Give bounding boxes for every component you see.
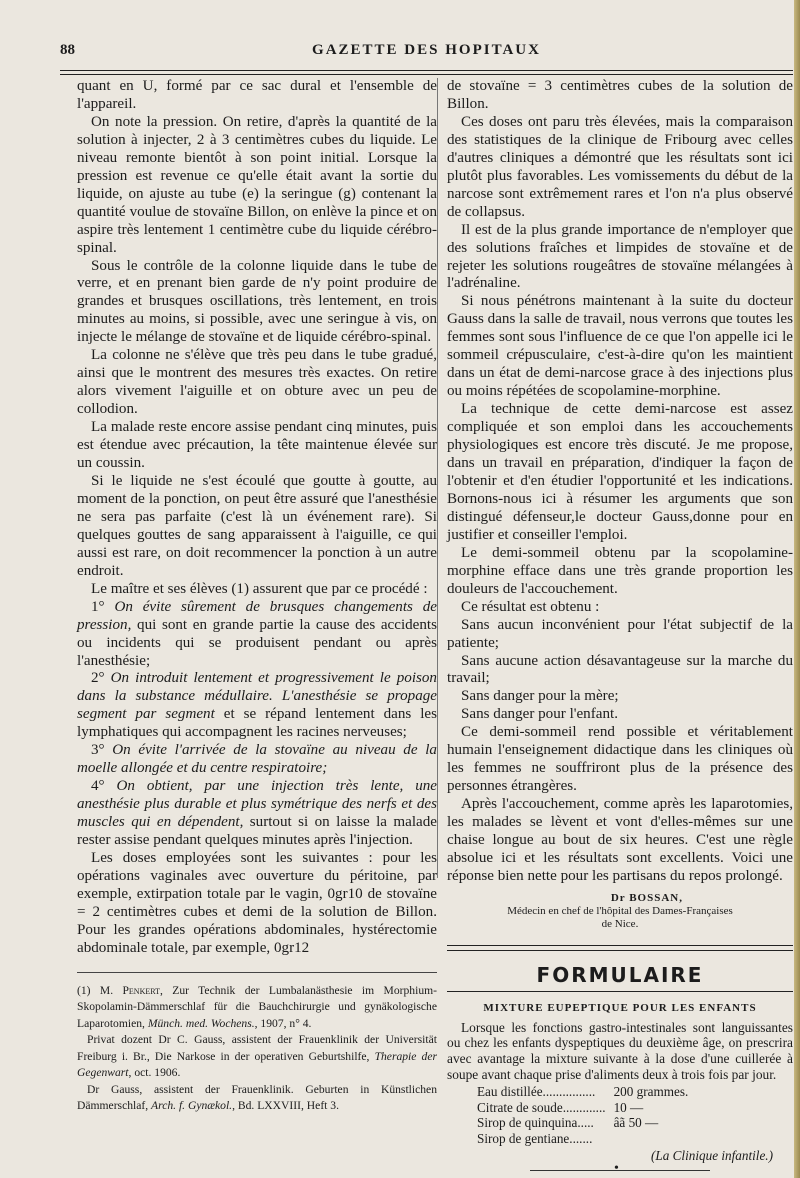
recipe-table — [473, 1084, 692, 1146]
recipe-row: Sirop de quinquina..... âã 50 — — [477, 1115, 659, 1131]
recipe-row: Eau distillée................ 200 grammes. — [477, 1084, 689, 1100]
paragraph: La colonne ne s'élève que très peu dans le tube gradué, ainsi que le montrent des mesures très exactes. On retire alors vivement l'aiguille et on obture avec un peu de collodion. — [77, 347, 437, 418]
paragraph: de stovaïne = 3 centimètres cubes de la solution de Billon. — [447, 78, 793, 112]
header-rule-top — [60, 70, 793, 71]
paragraph: Ces doses ont paru très élevées, mais la comparaison des statistiques de la clinique de Fribourg avec celles d'autres cliniques a démontré que les résultats sont ici plutôt plus favorables. Les vomissements du début de la narcose sont extrêmement rares et l'on n'a plus observé de collapsus. — [447, 113, 793, 220]
paragraph: Sous le contrôle de la colonne liquide dans le tube de verre, et en prenant bien garde de n'y point produire de grandes et brusques oscillations, très lentement, en trois minutes au moins, si possible, avec une seringue à vis, on injecte le mélange de stovaïne et de liquide cérébro-spinal. — [77, 257, 437, 346]
recipe-title: MIXTURE EUPEPTIQUE POUR LES ENFANTS — [483, 1001, 757, 1014]
section-rule — [447, 991, 793, 992]
paragraph: Ce demi-sommeil rend possible et véritablement humain l'enseignement didactique dans les cliniques où les femmes ne souffriront plus de la présence des personnes étrangères. — [447, 724, 793, 795]
left-column — [77, 78, 437, 1115]
footnote: Dr Gauss, assistent der Frauenklinik. Geburten in Künstlichen Dämmerschlaf, Arch. f. Gynækol., Bd. LXXVIII, Heft 3. — [77, 1082, 437, 1113]
recipe-row: Citrate de soude............. 10 — — [477, 1099, 644, 1115]
list-item: 2° On introduit lentement et progressivement le poison dans la substance médullaire. L'anesthésie se propage segment par segment et se répand lentement dans les lymphatiques qui accompagnent les racines nerveuses; — [77, 670, 437, 741]
author-name: Dr BOSSAN, — [610, 891, 683, 904]
header-rule-bottom — [60, 74, 793, 75]
author-title: Médecin en chef de l'hôpital des Dames-Françaises — [507, 904, 733, 917]
paragraph: Si nous pénétrons maintenant à la suite du docteur Gauss dans la salle de travail, nous verrons que toutes les femmes sont sous l'influence de ce que l'on appelle ici le sommeil crépusculaire, c'est-à-dire qu'on les maintient dans un état de demi-narcose grace à des injections plus ou moins répétées de scopolamine-morphine. — [447, 293, 793, 400]
paragraph: Ce résultat est obtenu : — [461, 598, 600, 615]
author-signature — [447, 892, 793, 931]
footnote: Privat dozent Dr C. Gauss, assistent der Frauenklinik der Universität Freiburg i. Br., Die Narkose in der operativen Geburtshilfe, Therapie der Gegenwart, oct. 1906. — [77, 1033, 437, 1080]
recipe-row: Sirop de gentiane....... — [477, 1130, 593, 1146]
end-ornament — [530, 1170, 710, 1171]
journal-title: GAZETTE DES HOPITAUX — [312, 42, 541, 58]
paragraph: La malade reste encore assise pendant cinq minutes, puis est étendue avec précaution, la tête maintenue élevée sur un coussin. — [77, 419, 437, 472]
section-double-rule — [447, 945, 793, 951]
list-item: 1° On évite sûrement de brusques changements de pression, qui sont en grande partie la cause des accidents ou incidents qui se produisent pendant ou après l'anesthésie; — [77, 598, 437, 669]
column-divider — [437, 78, 438, 878]
list-item: 4° On obtient, par une injection très lente, une anesthésie plus durable et plus symétrique des nerfs et des muscles qui en dépendent, surtout si on laisse la malade rester assise pendant quelques minutes après l'injection. — [77, 778, 438, 849]
recipe-intro: Lorsque les fonctions gastro-intestinales sont languissantes ou chez les enfants dyspeptiques du deuxième âge, on prescrira avec avantage la mixture suivante à la dose d'une cuillerée à soupe avant chaque prise d'aliments deux à trois fois par jour. — [447, 1019, 793, 1082]
paragraph: quant en U, formé par ce sac dural et l'ensemble de l'appareil. — [77, 78, 437, 112]
list-item: 3° On évite l'arrivée de la stovaïne au niveau de la moelle allongée et du centre respiratoire; — [77, 742, 437, 777]
paragraph: Le demi-sommeil obtenu par la scopolamine-morphine efface dans une très grande proportion les douleurs de l'accouchement. — [447, 544, 793, 597]
footnote: (1) M. Penkert, Zur Technik der Lumbalanästhesie im Morphium-Skopolamin-Dämmerschlaf für die Bauchchirurgie und gynäkologische Laparotomien, Münch. med. Wochens., 1907, n° 4. — [77, 983, 437, 1030]
paragraph: Sans aucune action désavantageuse sur la marche du travail; — [447, 652, 793, 687]
paragraph: Sans danger pour la mère; — [461, 688, 619, 705]
paragraph: Si le liquide ne s'est écoulé que goutte à goutte, au moment de la ponction, on peut être assuré que l'anesthésie ne sera pas parfaite (c'est là un événement rare). Si quelques gouttes de sang apparaissent à l'aiguille, ce qui aussi est rare, on doit recommencer la ponction à un autre endroit. — [77, 472, 437, 579]
paragraph: La technique de cette demi-narcose est assez compliquée et son emploi dans les accouchements physiologiques est encore très discuté. Je me propose, dans un travail en préparation, d'indiquer la façon de l'obtenir et d'en étudier l'opportunité et les indications. Bornons-nous ici à résumer les arguments que son distingué défenseur,le docteur Gauss,donne pour en justifier et conseiller l'emploi. — [447, 401, 793, 543]
footnote-rule — [77, 972, 437, 973]
paragraph: On note la pression. On retire, d'après la quantité de la solution à injecter, 2 à 3 centimètres cubes du liquide. Le niveau remonte bientôt à son point initial. Lorsque la pression est revenue ce qu'elle était avant la sortie du liquide, on ajuste au tube (e) la seringue (g) contenant la quantité voulue de stovaïne Billon, on enlève la pince et on aspire très lentement 1 centimètre cube du liquide cérébro-spinal. — [77, 113, 437, 256]
page-header — [60, 42, 793, 64]
paragraph: Sans danger pour l'enfant. — [461, 706, 618, 723]
section-title: FORMULAIRE — [536, 962, 704, 987]
right-column — [447, 78, 793, 1171]
paragraph: Après l'accouchement, comme après les laparotomies, les malades se lèvent et vont d'elles-mêmes sur une chaise longue au bout de six heures. C'est une règle absolue ici et les résultats sont excellents. Voici une réponse bien nette pour les partisans du repos prolongé. — [447, 796, 793, 884]
paragraph: Le maître et ses élèves (1) assurent que par ce procédé : — [91, 580, 428, 597]
page-number: 88 — [60, 42, 75, 58]
paragraph: Les doses employées sont les suivantes : pour les opérations vaginales avec ouverture du péritoine, par exemple, extirpation totale par le vagin, 0gr10 de stovaïne = 2 centimètres cubes et demi de la solution de Billon. Pour les grandes opérations abdominales, hystérectomie abdominale totale, par exemple, 0gr12 — [77, 849, 437, 956]
paragraph: Il est de la plus grande importance de n'employer que des solutions fraîches et limpides de stovaïne et de rejeter les solutions rougeâtres de stovaïne mélangées à l'adrénaline. — [447, 221, 793, 292]
author-location: de Nice. — [601, 917, 639, 930]
recipe-source: (La Clinique infantile.) — [651, 1148, 773, 1164]
paragraph: Sans aucun inconvénient pour l'état subjectif de la patiente; — [447, 616, 793, 651]
